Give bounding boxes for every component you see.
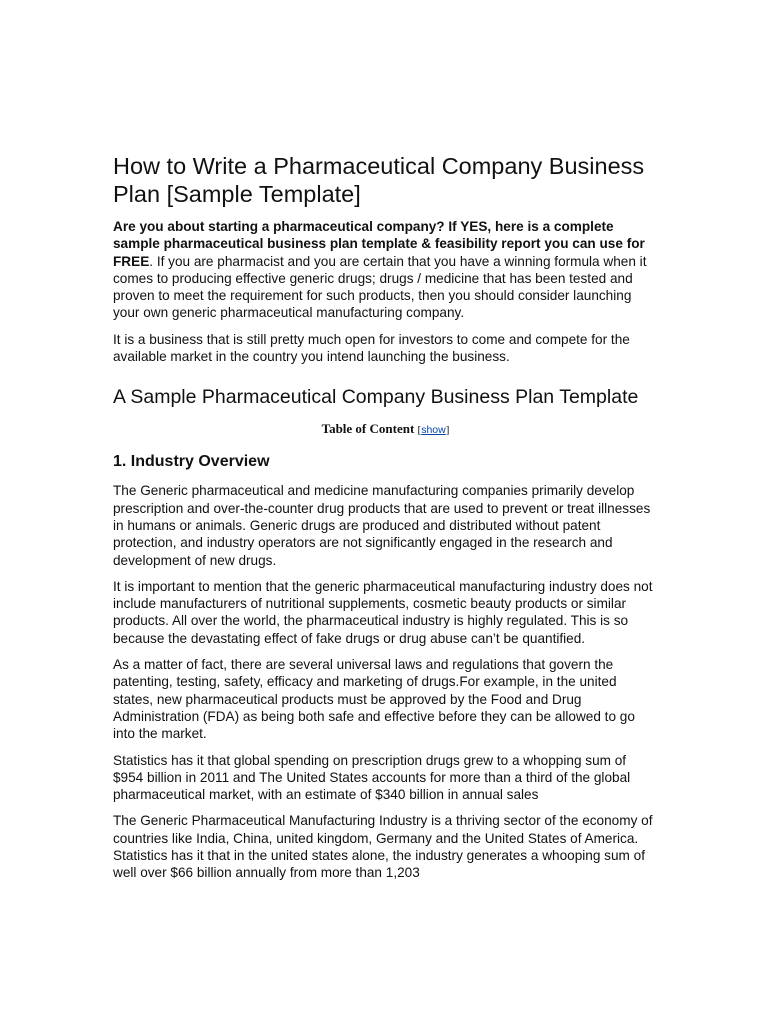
paragraph: It is a business that is still pretty much open for investors to come and compete for the available market in the country you intend launching the business.: [113, 331, 630, 365]
table-of-content: [113, 421, 658, 438]
paragraph: It is important to mention that the generic pharmaceutical manufacturing industry does not include manufacturers of nutritional supplements, cosmetic beauty products or similar products. All over the world, the pharmaceutical industry is highly regulated. This is so because the devastating effect of fake drugs or drug abuse can’t be quantified.: [113, 578, 653, 646]
paragraph: Statistics has it that global spending on prescription drugs grew to a whopping sum of $954 billion in 2011 and The United States accounts for more than a third of the global pharmaceutical market, with an estimate of $340 billion in annual sales: [113, 752, 631, 803]
page-title: How to Write a Pharmaceutical Company Business Plan [Sample Template]: [113, 153, 645, 207]
paragraph: The Generic pharmaceutical and medicine manufacturing companies primarily develop prescription and over-the-counter drug products that are used to prevent or treat illnesses in humans or animals. Generic drugs are produced and distributed without patent protection, and industry operators are not significantly engaged in the research and development of new drugs.: [113, 483, 651, 568]
section-heading: A Sample Pharmaceutical Company Business Plan Template: [113, 386, 639, 409]
intro-bold-text: Are you about starting a pharmaceutical company? If YES, here is a complete sample pharmaceutical business plan template & feasibility report you can use for FREE: [113, 219, 645, 269]
toc-bracket-open: [: [417, 424, 422, 437]
paragraph: As a matter of fact, there are several universal laws and regulations that govern the patenting, testing, safety, efficacy and marketing of drugs.For example, in the united states, new pharmaceutical products must be approved by the Food and Drug Administration (FDA) as being both safe and effective before they can be allowed to go into the market.: [113, 657, 635, 742]
intro-text: . If you are pharmacist and you are certain that you have a winning formula when it comes to producing effective generic drugs; drugs / medicine that has been tested and proven to meet the requirement for such products, then you should consider launching your own generic pharmaceutical manufacturing company.: [113, 253, 647, 321]
paragraph: The Generic Pharmaceutical Manufacturing Industry is a thriving sector of the economy of countries like India, China, united kingdom, Germany and the United States of America. Statistics has it that in the united states alone, the industry generates a whooping sum of well over $66 billion annually from more than 1,203: [113, 813, 653, 881]
intro-paragraph: [113, 218, 658, 322]
document-page: [113, 152, 658, 891]
toc-bracket-close: ]: [445, 424, 450, 437]
industry-overview-heading: 1. Industry Overview: [113, 453, 270, 471]
toc-show-link[interactable]: show: [421, 424, 446, 437]
toc-title: Table of Content: [321, 421, 415, 437]
